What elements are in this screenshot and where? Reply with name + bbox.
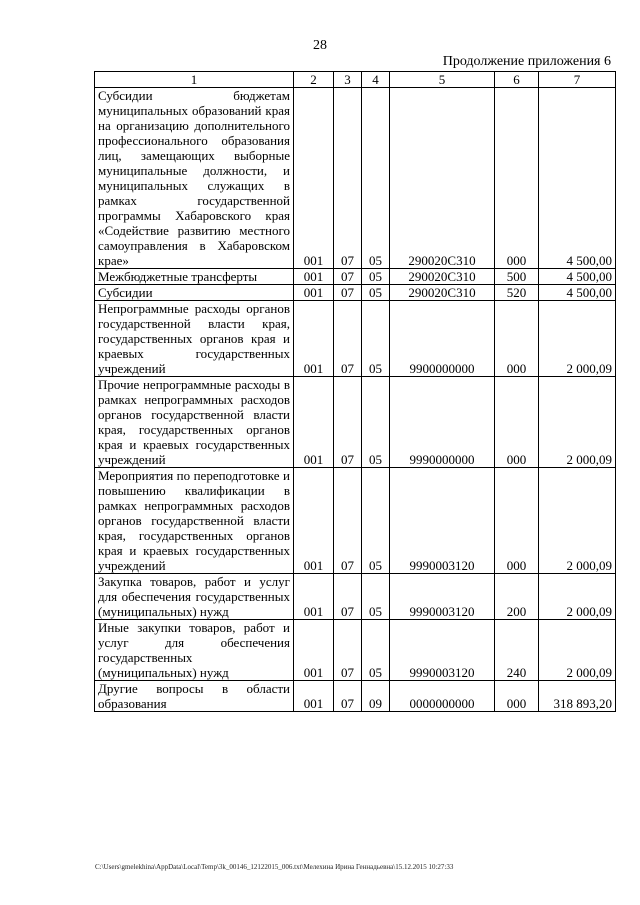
row-code-target: 0000000000 xyxy=(390,681,495,712)
row-code-expense-type: 000 xyxy=(495,88,539,269)
footer-file-path: C:\Users\gmelekhina\AppData\Local\Temp\3k_00146_12122015_006.txt\Мелехина Ирина Геннадьевна\15.12.2015 10:27:33 xyxy=(95,863,454,871)
row-code-section: 07 xyxy=(334,468,362,574)
header-cell: 4 xyxy=(362,72,390,88)
row-code-ministry: 001 xyxy=(294,681,334,712)
row-code-target: 9990003120 xyxy=(390,620,495,681)
table-row xyxy=(95,377,616,468)
table-row xyxy=(95,285,616,301)
table-row xyxy=(95,88,616,269)
row-amount: 2 000,09 xyxy=(539,574,616,620)
row-code-section: 07 xyxy=(334,269,362,285)
row-code-expense-type: 000 xyxy=(495,301,539,377)
row-code-section: 07 xyxy=(334,301,362,377)
budget-table xyxy=(94,71,616,712)
header-cell: 1 xyxy=(95,72,294,88)
header-cell: 3 xyxy=(334,72,362,88)
row-amount: 2 000,09 xyxy=(539,377,616,468)
header-cell: 5 xyxy=(390,72,495,88)
row-code-section: 07 xyxy=(334,574,362,620)
table-row xyxy=(95,269,616,285)
row-code-subsection: 05 xyxy=(362,574,390,620)
row-amount: 4 500,00 xyxy=(539,88,616,269)
header-row xyxy=(95,72,616,88)
row-name: Закупка товаров, работ и услуг для обеспечения государственных (муниципальных) нужд xyxy=(95,574,294,620)
row-code-subsection: 09 xyxy=(362,681,390,712)
table-row xyxy=(95,301,616,377)
row-name: Субсидии xyxy=(95,285,294,301)
row-code-section: 07 xyxy=(334,681,362,712)
row-code-ministry: 001 xyxy=(294,574,334,620)
row-code-section: 07 xyxy=(334,377,362,468)
row-name: Другие вопросы в области образования xyxy=(95,681,294,712)
row-name: Субсидии бюджетам муниципальных образований края на организацию дополнительного профессионального образования лиц, замещающих выборные муниципальные должности, и муниципальных служащих в рамках государственной программы Хабаровского края «Содействие развитию местного самоуправления в Хабаровском крае» xyxy=(95,88,294,269)
row-code-subsection: 05 xyxy=(362,301,390,377)
row-code-section: 07 xyxy=(334,88,362,269)
row-code-ministry: 001 xyxy=(294,88,334,269)
header-cell: 7 xyxy=(539,72,616,88)
row-name: Мероприятия по переподготовке и повышению квалификации в рамках непрограммных расходов органов государственной власти края, государственных органов края и краевых государственных учреждений xyxy=(95,468,294,574)
row-code-expense-type: 200 xyxy=(495,574,539,620)
row-code-expense-type: 000 xyxy=(495,468,539,574)
row-code-subsection: 05 xyxy=(362,88,390,269)
row-code-ministry: 001 xyxy=(294,468,334,574)
row-name: Непрограммные расходы органов государственной власти края, государственных органов края и краевых государственных учреждений xyxy=(95,301,294,377)
row-amount: 4 500,00 xyxy=(539,269,616,285)
row-code-ministry: 001 xyxy=(294,620,334,681)
row-amount: 4 500,00 xyxy=(539,285,616,301)
row-name: Иные закупки товаров, работ и услуг для обеспечения государственных (муниципальных) нужд xyxy=(95,620,294,681)
continuation-caption: Продолжение приложения 6 xyxy=(442,54,611,69)
row-code-target: 290020С310 xyxy=(390,269,495,285)
row-amount: 2 000,09 xyxy=(539,620,616,681)
row-code-section: 07 xyxy=(334,620,362,681)
row-code-ministry: 001 xyxy=(294,285,334,301)
row-code-ministry: 001 xyxy=(294,301,334,377)
row-code-section: 07 xyxy=(334,285,362,301)
row-name: Межбюджетные трансферты xyxy=(95,269,294,285)
row-code-subsection: 05 xyxy=(362,285,390,301)
row-name: Прочие непрограммные расходы в рамках непрограммных расходов органов государственной власти края, государственных органов края и краевых государственных учреждений xyxy=(95,377,294,468)
row-code-subsection: 05 xyxy=(362,620,390,681)
row-code-target: 9900000000 xyxy=(390,301,495,377)
table-header xyxy=(95,72,616,88)
row-code-target: 290020С310 xyxy=(390,88,495,269)
row-code-expense-type: 000 xyxy=(495,681,539,712)
row-code-subsection: 05 xyxy=(362,269,390,285)
row-code-ministry: 001 xyxy=(294,269,334,285)
row-code-target: 9990003120 xyxy=(390,468,495,574)
row-code-subsection: 05 xyxy=(362,468,390,574)
row-code-subsection: 05 xyxy=(362,377,390,468)
row-code-expense-type: 520 xyxy=(495,285,539,301)
row-code-target: 290020С310 xyxy=(390,285,495,301)
table-body xyxy=(95,88,616,712)
row-code-ministry: 001 xyxy=(294,377,334,468)
page-number: 28 xyxy=(313,38,327,53)
row-code-expense-type: 000 xyxy=(495,377,539,468)
row-amount: 318 893,20 xyxy=(539,681,616,712)
header-cell: 6 xyxy=(495,72,539,88)
row-amount: 2 000,09 xyxy=(539,468,616,574)
row-code-expense-type: 240 xyxy=(495,620,539,681)
header-cell: 2 xyxy=(294,72,334,88)
row-code-expense-type: 500 xyxy=(495,269,539,285)
row-code-target: 9990003120 xyxy=(390,574,495,620)
table-row xyxy=(95,620,616,681)
table-row xyxy=(95,574,616,620)
table-row xyxy=(95,681,616,712)
row-amount: 2 000,09 xyxy=(539,301,616,377)
table-row xyxy=(95,468,616,574)
row-code-target: 9990000000 xyxy=(390,377,495,468)
